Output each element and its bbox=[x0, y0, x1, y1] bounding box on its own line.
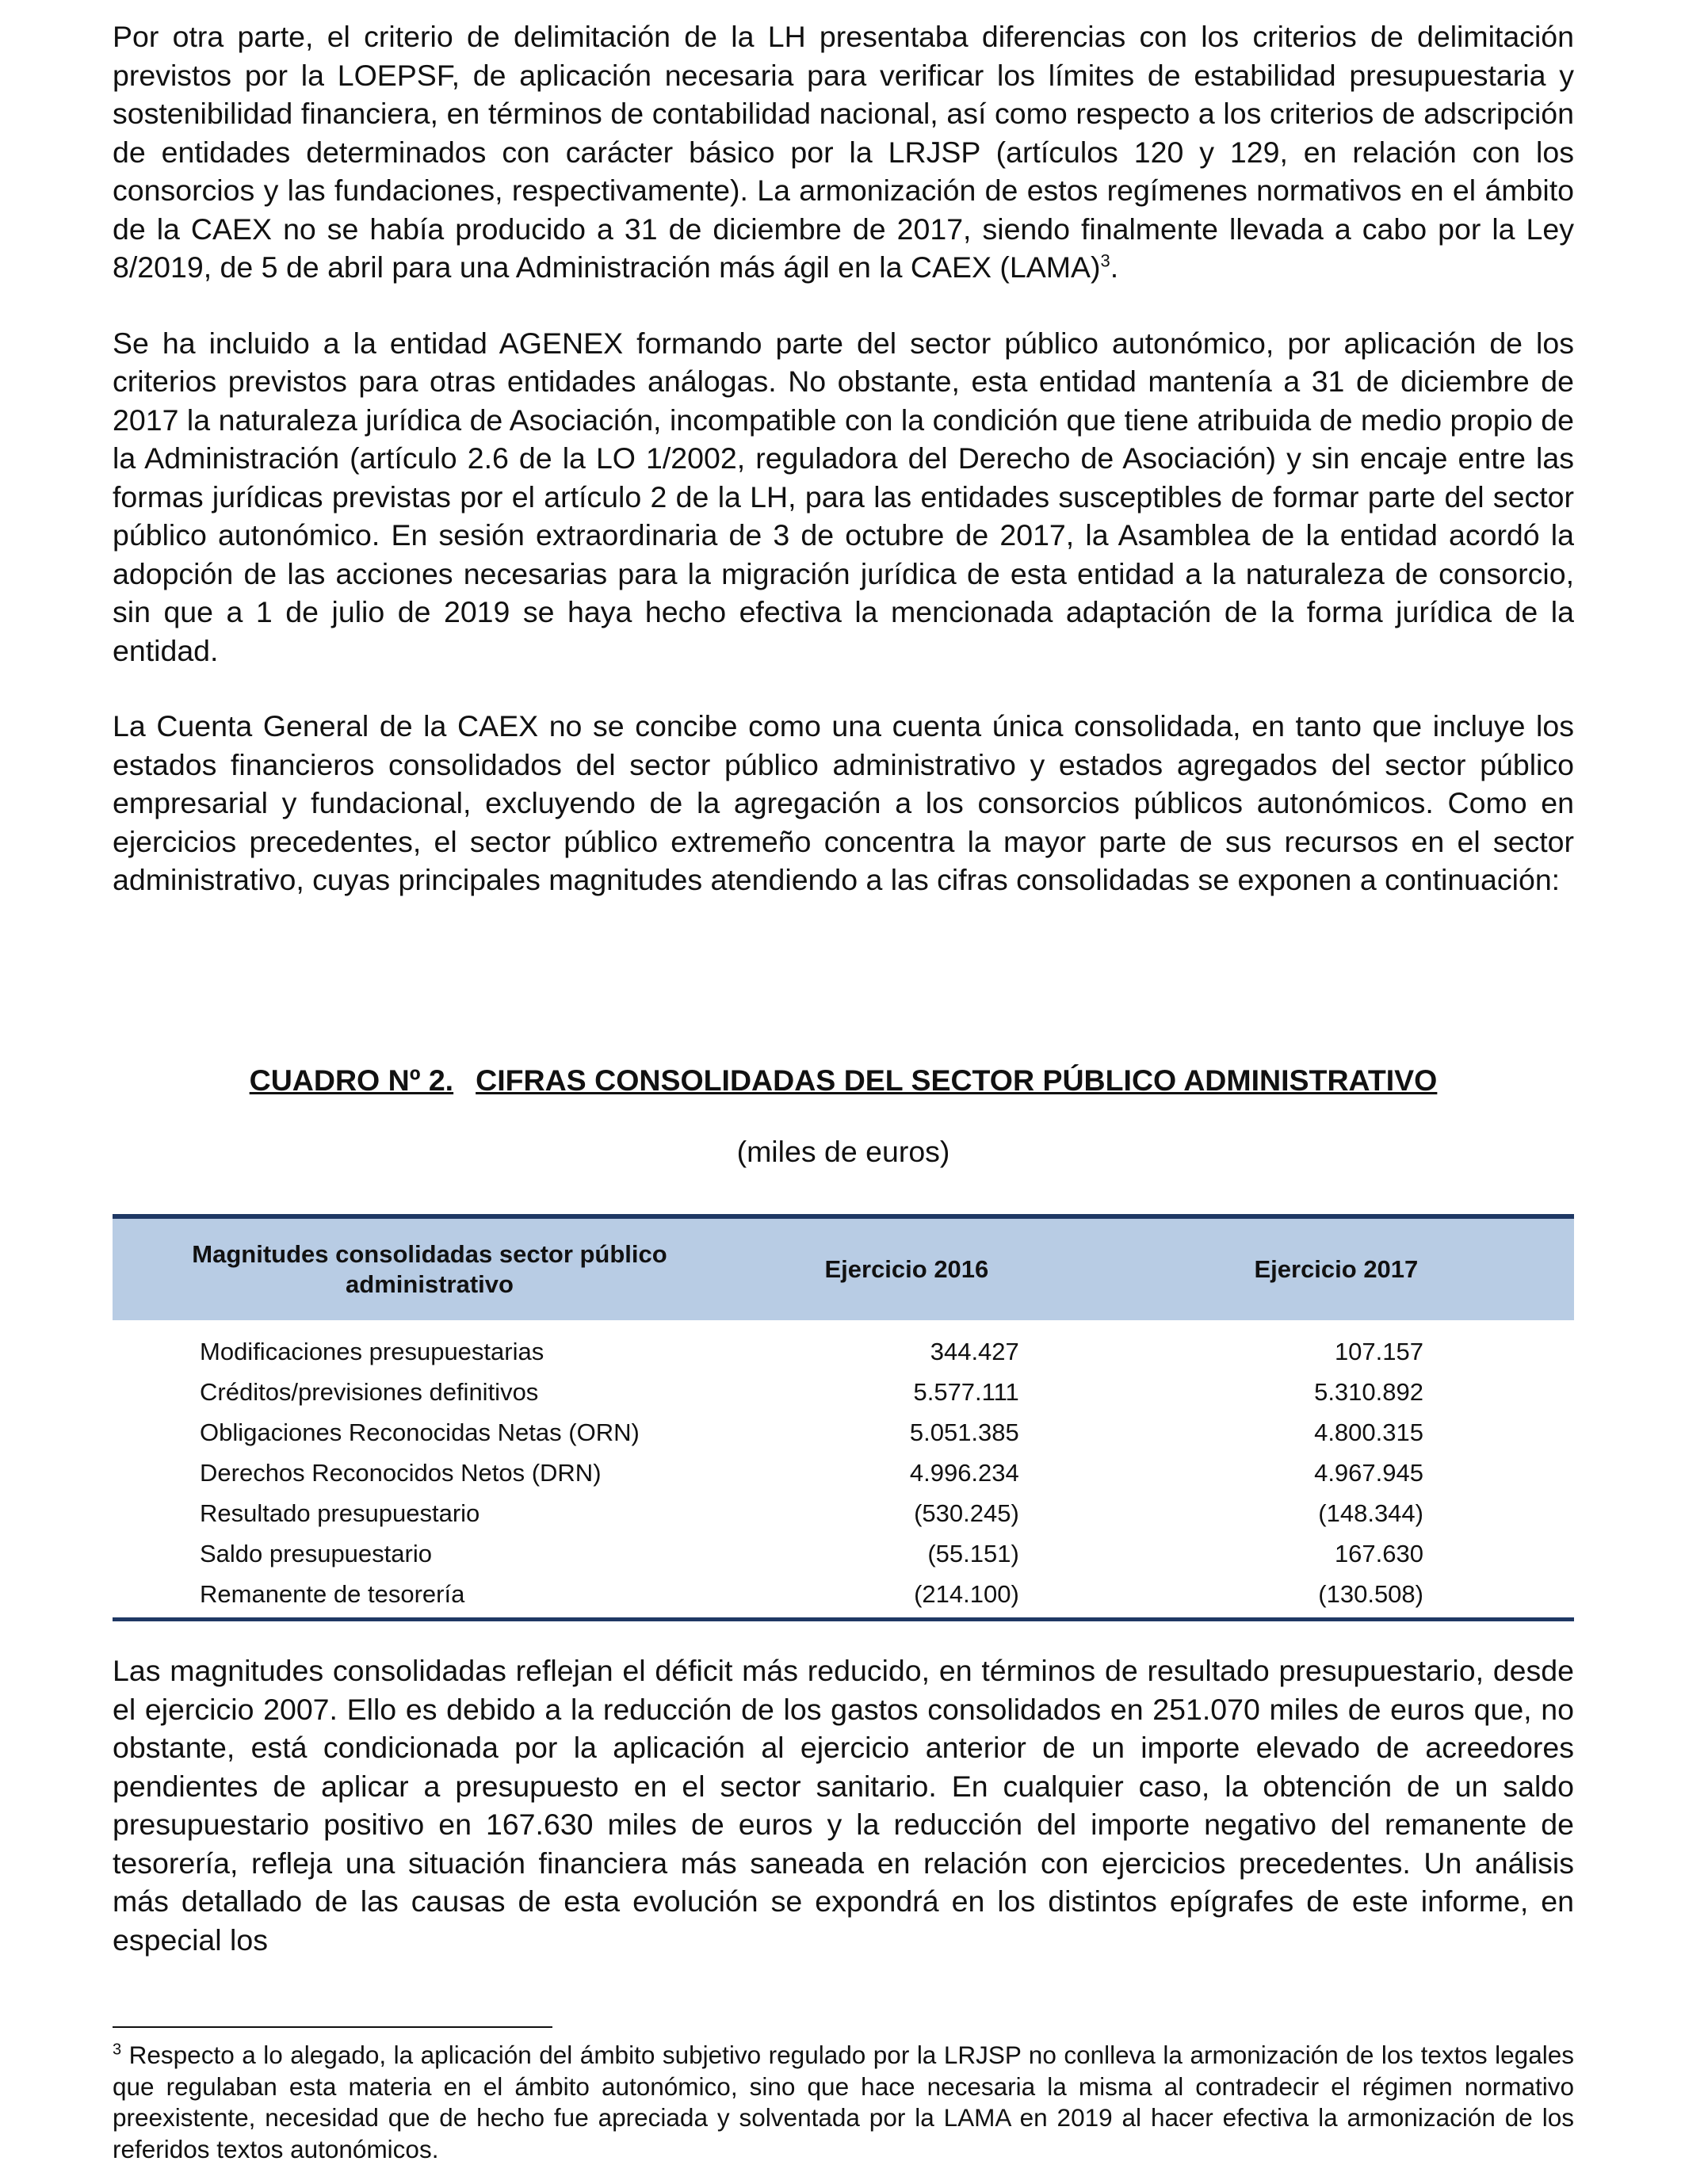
header-ejercicio-2017: Ejercicio 2017 bbox=[1067, 1216, 1574, 1320]
table-row bbox=[113, 1493, 1574, 1533]
value-2017: 5.310.892 bbox=[1314, 1377, 1423, 1406]
footnote-text: Respecto a lo alegado, la aplicación del ámbito subjetivo regulado por la LRJSP no conlleva la armonización de los textos legales que regulaban esta materia en el ámbito autonómico, sino que hace necesaria la misma al contradecir el régimen normativo preexistente, necesidad que de hecho fue apreciada y solventada por la LAMA en 2019 al hacer efectiva la armonización de los referidos textos autonómicos. bbox=[113, 2041, 1574, 2163]
paragraph-delimitation: Por otra parte, el criterio de delimitación de la LH presentaba diferencias con los criterios de delimitación previstos por la LOEPSF, de aplicación necesaria para verificar los límites de estabilidad presupuestaria y sostenibilidad financiera, en términos de contabilidad nacional, así como respecto a los criterios de adscripción de entidades determinados con carácter básico por la LRJSP (artículos 120 y 129, en relación con los consorcios y las fundaciones, respectivamente). La armonización de estos regímenes normativos en el ámbito de la CAEX no se había producido a 31 de diciembre de 2017, siendo finalmente llevada a cabo por la Ley 8/2019, de 5 de abril para una Administración más ágil en la CAEX (LAMA)$^3$. bbox=[113, 20, 1574, 284]
footnote-number: 3 bbox=[113, 2041, 122, 2059]
footnote-separator bbox=[113, 2026, 552, 2028]
paragraph-magnitudes: Las magnitudes consolidadas reflejan el déficit más reducido, en términos de resultado presupuestario, desde el ejercicio 2007. Ello es debido a la reducción de los gastos consolidados en 251.070 miles de euros que, no obstante, está condicionada por la aplicación al ejercicio anterior de un importe elevado de acreedores pendientes de aplicar a presupuesto en el sector sanitario. En cualquier caso, la obtención de un saldo presupuestario positivo en 167.630 miles de euros y la reducción del importe negativo del remanente de tesorería, refleja una situación financiera más saneada en relación con ejercicios precedentes. Un análisis más detallado de las causas de esta evolución se expondrá en los distintos epígrafes de este informe, en especial los bbox=[113, 1654, 1574, 1957]
table-title: CUADRO Nº 2. CIFRAS CONSOLIDADAS DEL SECTOR PÚBLICO ADMINISTRATIVO bbox=[249, 1063, 1438, 1097]
document-page bbox=[113, 17, 1574, 2163]
value-2017: 4.800.315 bbox=[1314, 1418, 1423, 1446]
value-2017: (148.344) bbox=[1318, 1499, 1423, 1527]
value-2016: (530.245) bbox=[914, 1499, 1019, 1527]
table-row bbox=[113, 1453, 1574, 1493]
paragraph-cuenta-general: La Cuenta General de la CAEX no se concibe como una cuenta única consolidada, en tanto que incluye los estados financieros consolidados del sector público administrativo y estados agregados del sector público empresarial y fundacional, excluyendo de la agregación a los consorcios públicos autonómicos. Como en ejercicios precedentes, el sector público extremeño concentra la mayor parte de sus recursos en el sector administrativo, cuyas principales magnitudes atendiendo a las cifras consolidadas se exponen a continuación: bbox=[113, 709, 1574, 896]
value-2016: 344.427 bbox=[930, 1337, 1019, 1365]
header-magnitudes: Magnitudes consolidadas sector público administrativo bbox=[113, 1216, 747, 1320]
value-2016: 5.577.111 bbox=[913, 1377, 1019, 1406]
value-2017: 4.967.945 bbox=[1314, 1458, 1423, 1487]
table-units: (miles de euros) bbox=[736, 1135, 950, 1168]
row-label: Saldo presupuestario bbox=[200, 1539, 432, 1567]
table-row bbox=[113, 1372, 1574, 1412]
table-row bbox=[113, 1412, 1574, 1453]
paragraph-agenex: Se ha incluido a la entidad AGENEX formando parte del sector público autonómico, por aplicación de los criterios previstos para otras entidades análogas. No obstante, esta entidad mantenía a 31 de diciembre de 2017 la naturaleza jurídica de Asociación, incompatible con la condición que tiene atribuida de medio propio de la Administración (artículo 2.6 de la LO 1/2002, reguladora del Derecho de Asociación) y sin encaje entre las formas jurídicas previstas por el artículo 2 de la LH, para las entidades susceptibles de formar parte del sector público autonómico. En sesión extraordinaria de 3 de octubre de 2017, la Asamblea de la entidad acordó la adopción de las acciones necesarias para la migración jurídica de esta entidad a la naturaleza de consorcio, sin que a 1 de julio de 2019 se haya hecho efectiva la mencionada adaptación de la forma jurídica de la entidad. bbox=[113, 326, 1574, 667]
row-label: Derechos Reconocidos Netos (DRN) bbox=[200, 1458, 602, 1487]
table-row bbox=[113, 1533, 1574, 1574]
row-label: Créditos/previsiones definitivos bbox=[200, 1377, 539, 1406]
value-2016: 5.051.385 bbox=[909, 1418, 1019, 1446]
table-header-row bbox=[113, 1216, 1574, 1320]
value-2017: (130.508) bbox=[1067, 1574, 1574, 1620]
table-row bbox=[113, 1574, 1574, 1620]
value-2017: 167.630 bbox=[1334, 1539, 1423, 1567]
row-label: Modificaciones presupuestarias bbox=[200, 1337, 544, 1365]
table-row bbox=[113, 1320, 1574, 1372]
row-label: Remanente de tesorería bbox=[113, 1574, 747, 1620]
header-ejercicio-2016: Ejercicio 2016 bbox=[747, 1216, 1067, 1320]
row-label: Obligaciones Reconocidas Netas (ORN) bbox=[200, 1418, 640, 1446]
value-2016: (55.151) bbox=[927, 1539, 1019, 1567]
footnote-reference[interactable]: 3 bbox=[1100, 250, 1110, 271]
footnote bbox=[113, 2040, 1574, 2165]
value-2016: (214.100) bbox=[747, 1574, 1067, 1620]
row-label: Resultado presupuestario bbox=[200, 1499, 480, 1527]
consolidated-figures-table bbox=[113, 1214, 1574, 1621]
value-2017: 107.157 bbox=[1334, 1337, 1423, 1365]
value-2016: 4.996.234 bbox=[909, 1458, 1019, 1487]
